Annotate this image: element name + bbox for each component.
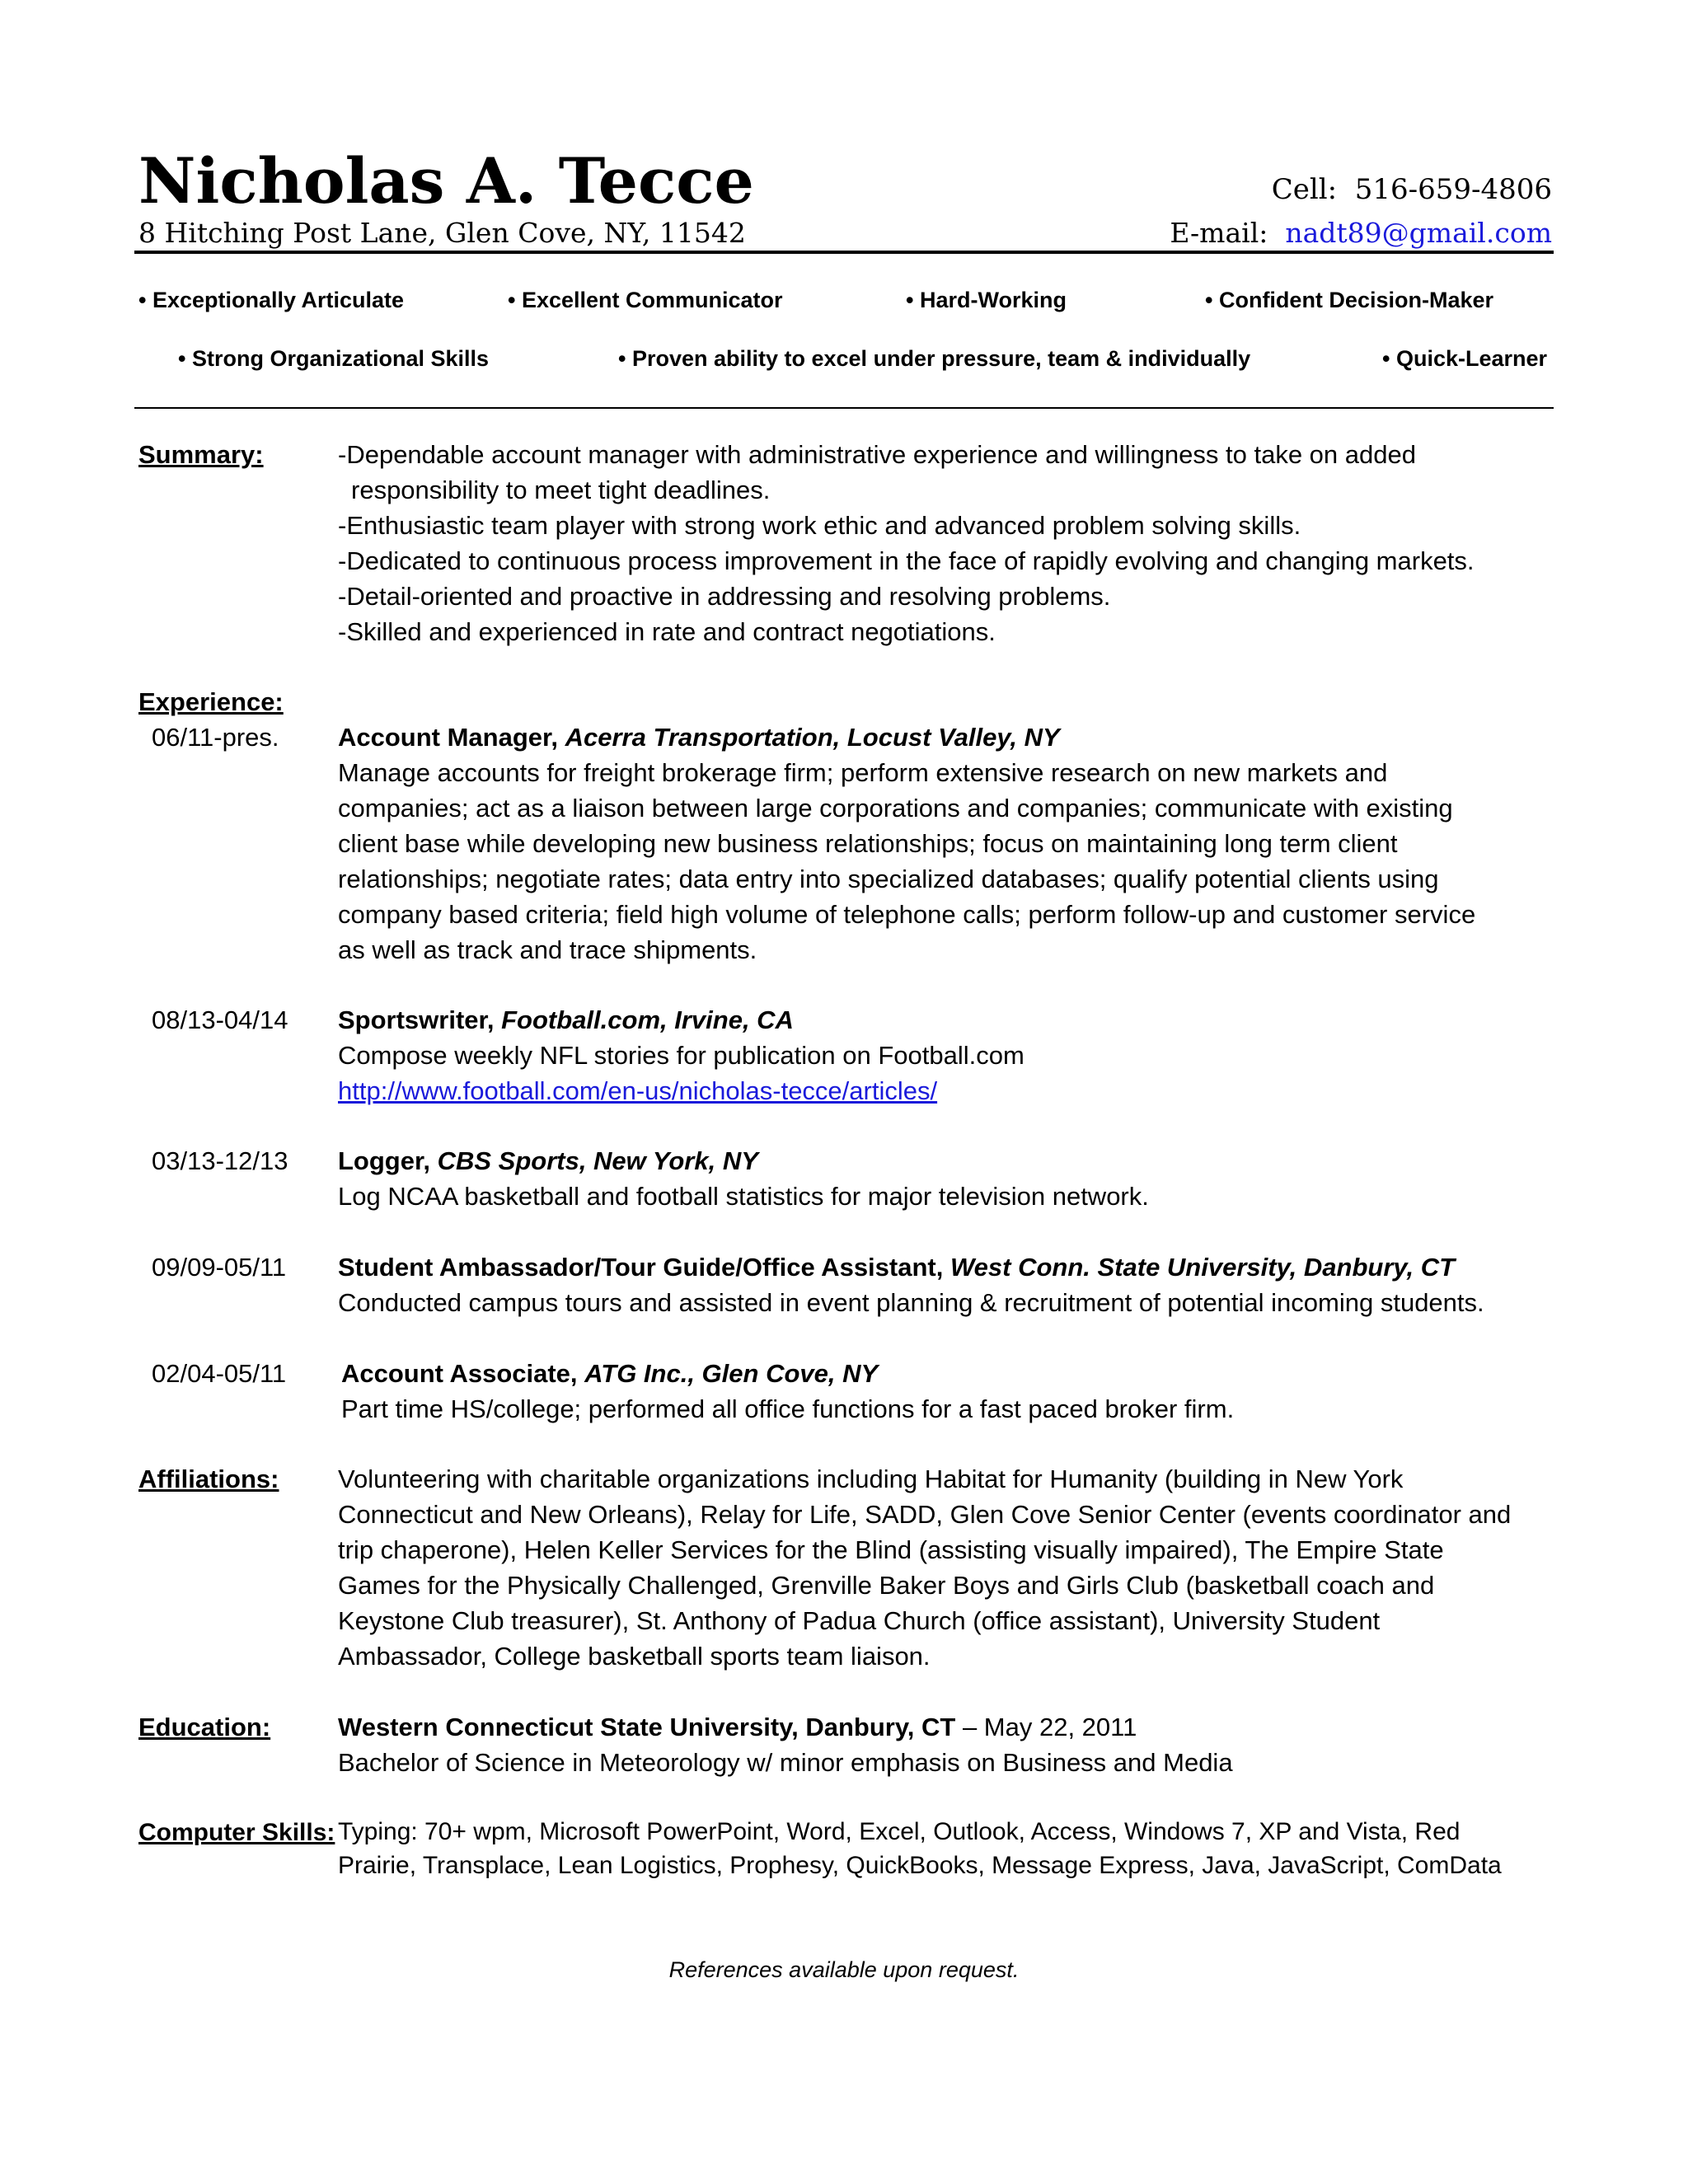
skills-line: Prairie, Transplace, Lean Logistics, Prophesy, QuickBooks, Message Express, Java, JavaScript, ComData: [338, 1852, 1502, 1879]
job-heading: [338, 1143, 1558, 1179]
affiliations-label: Affiliations:: [138, 1465, 279, 1493]
summary-body: [338, 437, 1558, 649]
job-line: client base while developing new business relationships; focus on maintaining long term client: [338, 829, 1398, 858]
job-dates: 02/04-05/11: [152, 1359, 287, 1388]
candidate-name: Nicholas A. Tecce: [138, 144, 754, 218]
quality-item: • Exceptionally Articulate: [138, 288, 405, 312]
graduation-date: – May 22, 2011: [955, 1713, 1137, 1741]
job-title: Student Ambassador/Tour Guide/Office Assistant,: [338, 1253, 944, 1282]
quality-item: • Proven ability to excel under pressure, team & individually: [618, 346, 1251, 371]
job-dates: 06/11-pres.: [152, 723, 279, 752]
header-divider: [134, 251, 1554, 254]
email: [1170, 213, 1552, 254]
job-title: Logger,: [338, 1146, 430, 1175]
resume-header: [138, 140, 1552, 255]
job-line: Conducted campus tours and assisted in event planning & recruitment of potential incoming students.: [338, 1288, 1484, 1317]
education-body: [338, 1709, 1558, 1780]
email-label: E-mail:: [1170, 217, 1268, 249]
cell-phone: [1272, 165, 1552, 214]
job-line: as well as track and trace shipments.: [338, 935, 757, 964]
email-link[interactable]: nadt89@gmail.com: [1285, 217, 1552, 249]
summary-label: Summary:: [138, 440, 264, 469]
qualities-divider: [134, 407, 1554, 409]
job-entry: [338, 1143, 1558, 1214]
affiliations-line: Volunteering with charitable organizations including Habitat for Humanity (building in New York: [338, 1465, 1404, 1493]
cell-value: 516-659-4806: [1354, 173, 1552, 206]
affiliations-line: Games for the Physically Challenged, Grenville Baker Boys and Girls Club (basketball coach and: [338, 1571, 1435, 1600]
job-heading: [338, 1002, 1558, 1038]
skills-label: Computer Skills:: [138, 1819, 335, 1846]
quality-item: • Confident Decision-Maker: [1205, 288, 1493, 312]
references-note: References available upon request.: [668, 1957, 1020, 1982]
degree: Bachelor of Science in Meteorology w/ minor emphasis on Business and Media: [338, 1748, 1233, 1777]
education-label: Education:: [138, 1713, 271, 1741]
education-heading: [338, 1709, 1558, 1745]
affiliations-line: Keystone Club treasurer), St. Anthony of Padua Church (office assistant), University Student: [338, 1606, 1381, 1635]
job-dates: 03/13-12/13: [152, 1146, 288, 1175]
job-line: Log NCAA basketball and football statistics for major television network.: [338, 1182, 1149, 1211]
skills-body: [338, 1815, 1558, 1882]
job-title: Account Associate,: [341, 1359, 578, 1388]
experience-label: Experience:: [138, 687, 284, 716]
summary-line: -Skilled and experienced in rate and contract negotiations.: [338, 617, 996, 646]
quality-item: • Strong Organizational Skills: [178, 346, 490, 371]
job-line: Compose weekly NFL stories for publication on Football.com: [338, 1041, 1025, 1070]
job-title: Sportswriter,: [338, 1005, 495, 1034]
summary-line: -Enthusiastic team player with strong work ethic and advanced problem solving skills.: [338, 511, 1301, 540]
job-heading: [338, 1249, 1558, 1285]
job-org: West Conn. State University, Danbury, CT: [950, 1253, 1456, 1282]
job-heading: [338, 719, 1558, 755]
job-entry: [338, 1249, 1558, 1320]
job-line: company based criteria; field high volume of telephone calls; perform follow-up and customer service: [338, 900, 1476, 929]
affiliations-line: Ambassador, College basketball sports team liaison.: [338, 1642, 931, 1671]
affiliations-line: trip chaperone), Helen Keller Services for the Blind (assisting visually impaired), The Empire State: [338, 1535, 1444, 1564]
job-line: relationships; negotiate rates; data entry into specialized databases; qualify potential clients using: [338, 865, 1439, 893]
summary-line: -Dependable account manager with administrative experience and willingness to take on added: [338, 440, 1416, 469]
job-title: Account Manager,: [338, 723, 558, 752]
job-entry: [341, 1356, 1561, 1427]
skills-line: Typing: 70+ wpm, Microsoft PowerPoint, Word, Excel, Outlook, Access, Windows 7, XP and Vista, Red: [338, 1818, 1461, 1845]
summary-line: -Dedicated to continuous process improvement in the face of rapidly evolving and changing markets.: [338, 546, 1475, 575]
job-org: Football.com, Irvine, CA: [501, 1005, 794, 1034]
job-line: Part time HS/college; performed all office functions for a fast paced broker firm.: [341, 1394, 1235, 1423]
quality-item: • Hard-Working: [906, 288, 1067, 312]
job-entry: [338, 719, 1558, 968]
job-link-row: [338, 1073, 1558, 1108]
quality-item: • Excellent Communicator: [508, 288, 783, 312]
cell-label: Cell:: [1271, 173, 1338, 206]
summary-line: -Detail-oriented and proactive in addressing and resolving problems.: [338, 582, 1111, 611]
job-org: CBS Sports, New York, NY: [437, 1146, 758, 1175]
job-line: companies; act as a liaison between large corporations and companies; communicate with existing: [338, 794, 1453, 823]
articles-link[interactable]: http://www.football.com/en-us/nicholas-tecce/articles/: [338, 1076, 938, 1105]
home-address: 8 Hitching Post Lane, Glen Cove, NY, 11542: [138, 217, 746, 249]
job-entry: [338, 1002, 1558, 1108]
quality-item: • Quick-Learner: [1382, 346, 1548, 371]
job-org: Acerra Transportation, Locust Valley, NY: [565, 723, 1060, 752]
job-dates: 09/09-05/11: [152, 1253, 287, 1282]
affiliations-body: [338, 1461, 1558, 1674]
summary-line: responsibility to meet tight deadlines.: [351, 476, 771, 504]
job-dates: 08/13-04/14: [152, 1005, 288, 1034]
affiliations-line: Connecticut and New Orleans), Relay for Life, SADD, Glen Cove Senior Center (events coordinator and: [338, 1500, 1512, 1529]
job-heading: [341, 1356, 1561, 1391]
job-line: Manage accounts for freight brokerage firm; perform extensive research on new markets and: [338, 758, 1388, 787]
job-org: ATG Inc., Glen Cove, NY: [584, 1359, 879, 1388]
school-name: Western Connecticut State University, Danbury, CT: [338, 1713, 956, 1741]
